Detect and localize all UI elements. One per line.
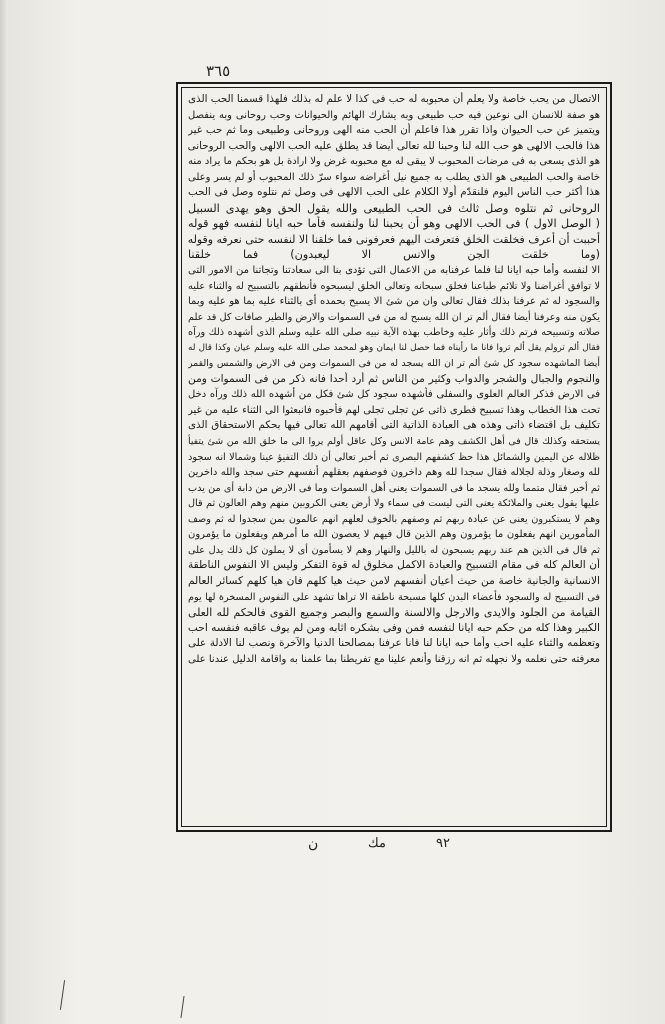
text-line: وهم لا يستكبرون يعنى عن عبادة ربهم ثم وصفهم بالخوف لعلهم انهم عالمون بمن سجدوا له ثم وصف [188, 513, 600, 525]
text-line: ثم قال فى الذين هم عند ربهم يسبحون له بالليل والنهار وهم لا يسأمون أى لا يملون كل ذلك يدل على [188, 544, 600, 556]
text-line: هو صفة للانسان الى نوعين فيه حب طبيعى وبه يشارك الهائم والحيوانات وحب روحانى وبه ينفصل [188, 109, 600, 121]
text-line: الكبير وهذا كله من حكم حبه ايانا لنفسه فمن وفى بشكره اثابه ومن لم يوف عاقبه فنفسه احب [188, 621, 600, 634]
text-line: هذا أكثر حب الناس اليوم فلنقدّم أولا الكلام على الحب الالهى فى وصل ثم نتلوه وصل فى الحب [188, 186, 600, 199]
text-line: (وما خلقت الجن والانس الا ليعبدون) فما خلقنا [188, 248, 600, 262]
text-line: ( الوصل الاول ) فى الحب الالهى وهو أن يحبنا لنا ولنفسه فأما حبه ايانا لنفسه فهو قوله [188, 217, 600, 231]
text-line: أيضا الماشهده سجود كل شئ ألم تر ان الله يسجد له من فى السموات ومن فى الارض والشمس والقمر [188, 358, 600, 370]
text-line: أحببت أن أعرف فخلقت الخلق فتعرفت اليهم فعرفونى فما خلقنا الا لنفسه حتى نعرفه وقوله [188, 232, 600, 246]
page-number: ٣٦٥ [206, 62, 231, 80]
text-line: فى الارض فذكر العالم العلوى والسفلى فأشهده سجود كل شئ فكل من أشهده الله ذلك ورآه دخل [188, 389, 600, 401]
text-line: خاصة والحب الطبيعى هو الذى يطلب به جميع نيل أغراضه سواء سرّ ذلك المحبوب أو لم يسر وعلى [188, 171, 600, 183]
pen-stroke-mark [180, 996, 184, 1018]
text-line: يستحقه وكذلك قال فى أهل الكشف وهم عامة الانس وكل عاقل أولم يروا الى ما خلق الله من شئ يتفيأ [188, 436, 600, 448]
text-line: القيامة من الجلود والايدى والارجل والالسنة والسمع والبصر وجميع القوى فالحكم لله العلى [188, 606, 600, 620]
footer-mark: ن [308, 836, 319, 852]
text-line: ويتميز عن حب الحيوان واذا تقرر هذا فاعلم أن الحب منه الهى وروحانى وطبيعى وما ثم حب غير [188, 124, 600, 137]
text-line: فقال ألم ترولم يقل ألم تروا فانا ما رأيناه فما حصل لنا ايمان وهو لمحمد صلى الله عليه وسلم عيان وكذا قال له [188, 342, 600, 353]
text-line: هو الذى يسعى به فى مرضات المحبوب لا يبقى له مع محبوبه غرض ولا ارادة بل هو بحكم ما يراد منه [188, 156, 600, 168]
text-line: أن العالم كله فى مقام التسبيح والعبادة الاكمل مخلوق له قوة التفكر وليس الا النفوس الناطقة [188, 559, 600, 572]
text-line: عليها يقول يعنى والملائكة يعنى التى ليست فى سماء ولا أرض يعنى الكروبين منهم وهم العالون ثم قال [188, 498, 600, 510]
text-line: الاتصال من يحب خاصة ولا يعلم أن محبوبه له حب فى كذا لا علم له بذلك فلهذا قسمنا الحب الذى [188, 93, 600, 105]
text-line: يكون منه وعرفنا أيضا فقال ألم تر ان الله يسبح له من فى السموات والارض والطير صافات كل قد علم [188, 311, 600, 323]
footer-number: ٩٢ [436, 836, 450, 851]
text-line: لله وصغار وذلة لجلاله فقال سجدا لله وهم داخرون فوصفهم بعقلهم أنفسهم حتى سجد والله داخرين [188, 467, 600, 479]
body-text [188, 92, 600, 822]
text-line: صلاته وتسبيحه فرتم ذلك وأثار عليه وخاطب بهذه الآية نبيه صلى الله عليه وسلم الذى أشهده ذلك ورآه [188, 327, 600, 339]
text-line: لا توافق أغراضنا ولا تلائم طباعنا فخلق سبحانه وتعالى الخلق ليسبحوه فأنطقهم بالتسبيح له والثناء عليه [188, 280, 600, 292]
pen-stroke-mark [60, 980, 65, 1010]
page-footer [0, 836, 665, 860]
page-gutter-shadow [0, 0, 8, 1024]
text-line: ثم أخبر فقال متمما ولله يسجد ما فى السموات يعنى أهل السموات وما فى الارض من دابة أى من يدب [188, 482, 600, 494]
text-line: والنجوم والجبال والشجر والدواب وكثير من الناس ثم أرد أحدا فانه ذكر من فى السموات ومن [188, 372, 600, 385]
text-line: معرفته حتى نعلمه ولا نجهله ثم انه رزقنا وأنعم علينا مع تفريطنا بما علمنا به واقامة الدليل عندنا على [188, 653, 600, 665]
text-line: الا لنفسه وأما حبه ايانا لنا فلما عرفنابه من الاعمال التى تؤدى بنا الى سعادتنا وتجاتنا من الامور التى [188, 265, 600, 277]
text-line: فى التسبيح له والسجود فأعضاء البدن كلها مسبحة ناطقة الا تراها تشهد على النفوس المسخرة لها يوم [188, 591, 600, 603]
text-line: هذا فالحب الالهى هو حب الله لنا وحبنا لله تعالى أيضا قد يطلق عليه الحب الالهى والحب الروحانى [188, 139, 600, 152]
text-line: المأمورين انهم يفعلون ما يؤمرون وهم الذين قال فيهم لا يعصون الله ما أمرهم ويفعلون ما يؤمرون [188, 529, 600, 541]
text-line: الروحانى ثم نتلوه وصل ثالث فى الحب الطبيعى والله يقول الحق وهو يهدى السبيل [188, 201, 600, 215]
text-line: ظلاله عن اليمين والشمائل هذا حظ كشفهم البصرى ثم أخبر تعالى أن ذلك التفيؤ عينا وشمالا انه سجود [188, 451, 600, 463]
text-line: وتعظمه والثناء عليه احب وأما حبه ايانا لنا فانا عرفنا بمصالحنا الدنيا والآخرة ونصب لنا الادلة على [188, 637, 600, 650]
text-line: تكليف بل اقتضاء ذاتى وهذه هى العبادة الذاتية التى أقامهم الله تعالى فيها بحكم الاستحقاق الذى [188, 419, 600, 432]
text-line: والسجود له ثم عرفنا بذلك فقال تعالى وان من شئ الا يسبح بحمده أى بالثناء عليه بما هو عليه وبما [188, 296, 600, 308]
text-line: تحت هذا الخطاب وهذا تسبيح فطرى ذاتى عن تجلى تجلى لهم فأحبوه فانبعثوا الى الثناء عليه من غير [188, 404, 600, 416]
footer-signature: مك [368, 836, 386, 851]
text-line: الانسانية والجانية خاصة من حيث أعيان أنفسهم لامن حيث هيا كلهم فان هيا كلهم كسائر العالم [188, 574, 600, 587]
